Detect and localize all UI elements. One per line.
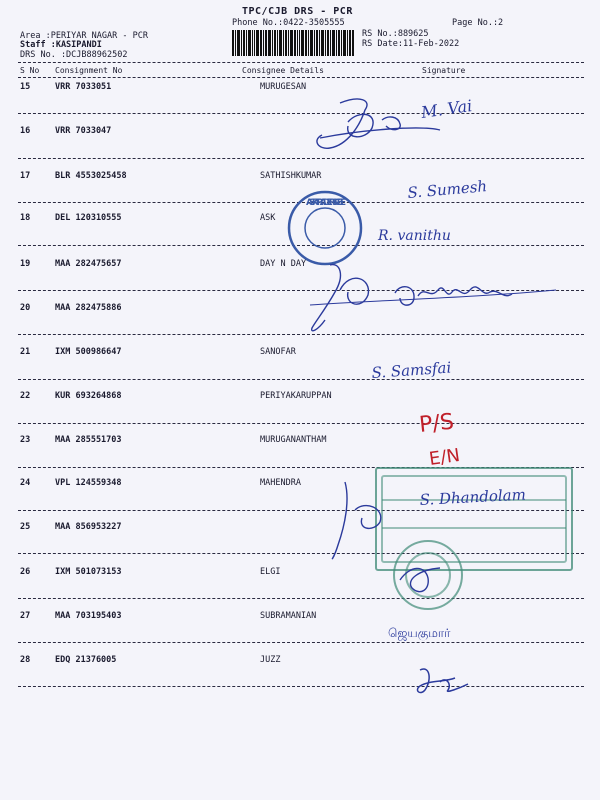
signature-text-27: ஜெயகுமார் bbox=[388, 626, 451, 640]
row-sno: 16 bbox=[20, 126, 31, 136]
staff-label: Staff :KASIPANDI bbox=[20, 40, 102, 50]
row-divider bbox=[18, 290, 584, 291]
signature-text-15: M. Vai bbox=[419, 96, 474, 122]
table-row bbox=[0, 303, 600, 323]
row-divider bbox=[18, 334, 584, 335]
col-consignee-header: Consignee Details bbox=[242, 66, 324, 75]
row-consignment: MAA 703195403 bbox=[55, 611, 122, 621]
page-number: Page No.:2 bbox=[452, 18, 504, 28]
header-divider-bottom bbox=[18, 77, 584, 78]
table-row bbox=[0, 567, 600, 587]
row-consignee: MAHENDRA bbox=[260, 478, 301, 488]
row-sno: 18 bbox=[20, 213, 31, 223]
header-divider-top bbox=[18, 62, 584, 63]
row-consignment: EDQ 21376005 bbox=[55, 655, 117, 665]
row-consignment: MAA 856953227 bbox=[55, 522, 122, 532]
row-consignment: MAA 282475657 bbox=[55, 259, 122, 269]
row-sno: 15 bbox=[20, 82, 31, 92]
row-divider bbox=[18, 642, 584, 643]
row-consignment: MAA 282475886 bbox=[55, 303, 122, 313]
row-sno: 24 bbox=[20, 478, 31, 488]
table-row bbox=[0, 435, 600, 455]
col-sno-header: S No bbox=[20, 66, 40, 75]
row-divider bbox=[18, 598, 584, 599]
document-title: TPC/CJB DRS - PCR bbox=[242, 6, 353, 17]
row-consignment: IXM 501073153 bbox=[55, 567, 122, 577]
row-divider bbox=[18, 379, 584, 380]
signature-text-18: R. vanithu bbox=[378, 228, 451, 244]
row-consignment: VPL 124559348 bbox=[55, 478, 122, 488]
row-divider bbox=[18, 686, 584, 687]
row-sno: 28 bbox=[20, 655, 31, 665]
row-sno: 19 bbox=[20, 259, 31, 269]
row-consignee: SANOFAR bbox=[260, 347, 296, 357]
row-sno: 21 bbox=[20, 347, 31, 357]
table-row bbox=[0, 171, 600, 191]
row-consignee: ASK bbox=[260, 213, 276, 223]
table-row bbox=[0, 522, 600, 542]
row-consignment: BLR 4553025458 bbox=[55, 171, 127, 181]
table-row bbox=[0, 259, 600, 279]
row-sno: 25 bbox=[20, 522, 31, 532]
barcode-image bbox=[232, 30, 354, 56]
row-consignee: MURUGANANTHAM bbox=[260, 435, 327, 445]
row-sno: 20 bbox=[20, 303, 31, 313]
col-consignment-header: Consignment No bbox=[55, 66, 123, 75]
stamp-text: ASK TRADERS CBE bbox=[306, 198, 346, 208]
area-label: Area :PERIYAR NAGAR - PCR bbox=[20, 31, 148, 41]
signature-text-22: P/S bbox=[418, 409, 456, 438]
row-sno: 27 bbox=[20, 611, 31, 621]
rs-number: RS No.:889625 bbox=[362, 29, 429, 39]
row-consignment: KUR 693264868 bbox=[55, 391, 122, 401]
table-row bbox=[0, 347, 600, 367]
row-consignment: VRR 7033051 bbox=[55, 82, 112, 92]
row-consignee: ELGI bbox=[260, 567, 281, 577]
row-sno: 22 bbox=[20, 391, 31, 401]
rs-date: RS Date:11-Feb-2022 bbox=[362, 39, 460, 49]
signature-text-17: S. Sumesh bbox=[406, 177, 488, 202]
table-row bbox=[0, 213, 600, 233]
row-divider bbox=[18, 202, 584, 203]
table-row bbox=[0, 655, 600, 675]
row-consignee: DAY N DAY bbox=[260, 259, 307, 269]
row-divider bbox=[18, 113, 584, 114]
row-divider bbox=[18, 553, 584, 554]
row-divider bbox=[18, 467, 584, 468]
row-divider bbox=[18, 245, 584, 246]
row-consignment: MAA 285551703 bbox=[55, 435, 122, 445]
table-row bbox=[0, 478, 600, 498]
table-row bbox=[0, 82, 600, 102]
row-consignee: SUBRAMANIAN bbox=[260, 611, 317, 621]
row-consignee: MURUGESAN bbox=[260, 82, 307, 92]
row-divider bbox=[18, 423, 584, 424]
row-consignee: JUZZ bbox=[260, 655, 281, 665]
row-consignee: SATHISHKUMAR bbox=[260, 171, 322, 181]
row-divider bbox=[18, 510, 584, 511]
row-sno: 23 bbox=[20, 435, 31, 445]
signature-text-21: S. Samsfai bbox=[371, 358, 452, 382]
table-row bbox=[0, 611, 600, 631]
row-consignment: VRR 7033047 bbox=[55, 126, 112, 136]
row-sno: 17 bbox=[20, 171, 31, 181]
row-divider bbox=[18, 158, 584, 159]
signature-text-24: S. Dhandolam bbox=[419, 485, 527, 509]
col-signature-header: Signature bbox=[422, 66, 466, 75]
row-consignment: DEL 120310555 bbox=[55, 213, 122, 223]
table-row bbox=[0, 391, 600, 411]
row-consignee: PERIYAKARUPPAN bbox=[260, 391, 332, 401]
table-row bbox=[0, 126, 600, 146]
row-sno: 26 bbox=[20, 567, 31, 577]
signature-text-23: E/N bbox=[427, 444, 462, 470]
phone-number: Phone No.:0422-3505555 bbox=[232, 18, 345, 28]
row-consignment: IXM 500986647 bbox=[55, 347, 122, 357]
drs-number: DRS No. :DCJB88962502 bbox=[20, 50, 128, 60]
